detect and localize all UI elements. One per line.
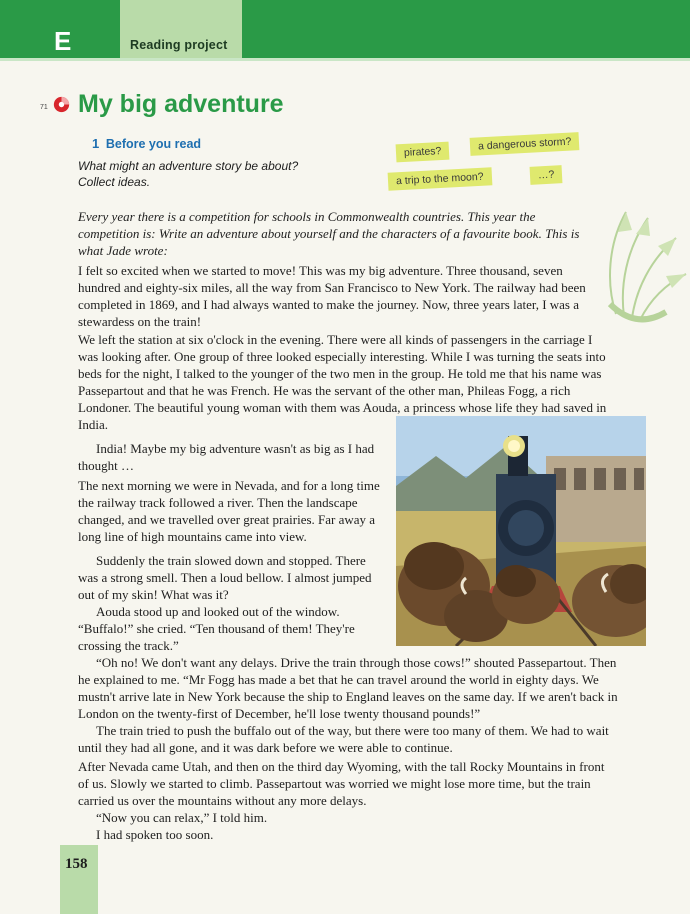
section-tab: [120, 0, 242, 58]
exercise-heading: [92, 136, 201, 151]
idea-chip: a dangerous storm?: [470, 132, 580, 156]
exercise-prompt: [78, 158, 368, 190]
unit-letter: E: [54, 26, 72, 56]
story-paragraph: India! Maybe my big adventure wasn't as big as I had thought …: [78, 441, 375, 473]
exercise-prompt-line2: Collect ideas.: [78, 175, 151, 189]
feather-headdress-decoration: [596, 204, 688, 330]
section-label: Reading project: [130, 38, 228, 52]
story-paragraph: After Nevada came Utah, and then on the third day Wyoming, with the tall Rocky Mountains in front of us. Slowly we started to climb. Passepartout was worried we might lose more time, but the train carried us over the mountains without any more delays.: [78, 759, 605, 808]
page-number: 158: [65, 856, 88, 872]
train-buffalo-illustration: [396, 416, 646, 646]
story-paragraph: “Now you can relax,” I told him.: [96, 810, 268, 825]
idea-chip: pirates?: [396, 142, 450, 163]
story-paragraph: The train tried to push the buffalo out of the way, but there were too many of them. We had to wait until they had all gone, and it was dark before we were able to continue.: [78, 723, 609, 755]
exercise-prompt-line1: What might an adventure story be about?: [78, 159, 299, 173]
story-paragraph: “Oh no! We don't want any delays. Drive the train through those cows!” shouted Passepartout. Then he explained to me. “Mr Fogg has made a bet that he can travel around the world in eighty days. We mustn't arrive late in New York because the ship to England leaves on the same day. If we aren't back in London on the twenty-first of December, he'll lose twenty thousand pounds!”: [78, 655, 618, 721]
story-paragraph: The next morning we were in Nevada, and for a long time the railway track followed a river. Then the landscape changed, and we travelled over great prairies. Far away a long line of high mountains came into view.: [78, 478, 380, 544]
story-paragraph: Aouda stood up and looked out of the window. “Buffalo!” she cried. “Ten thousand of them! They're crossing the track.”: [78, 604, 355, 653]
audio-track-number: 71: [40, 104, 48, 111]
story-paragraph: Suddenly the train slowed down and stopped. There was a strong smell. Then a loud bellow. I almost jumped out of my skin! What was it?: [78, 553, 372, 602]
exercise-label: Before you read: [105, 137, 202, 151]
exercise-number: 1: [92, 136, 100, 151]
header-stripe: [0, 58, 690, 61]
idea-chip: …?: [530, 165, 563, 185]
audio-cd-icon[interactable]: [53, 96, 70, 113]
intro-text: Every year there is a competition for schools in Commonwealth countries. This year the competition is: Write an adventure about yourself and the characters of a favourite book. This is what Jade wrote:: [78, 209, 580, 258]
page-title: My big adventure: [78, 90, 284, 118]
story-paragraph: We left the station at six o'clock in the evening. There were all kinds of passengers in the carriage I was looking after. One group of three looked especially interesting. While I was turning the seats into beds for the night, I talked to the younger of the two men in the group. He told me that his name was Passepartout and that he was French. He was the servant of the other man, Phileas Fogg, a rich Londoner. The beautiful young woman with them was Aouda, a princess whose life they had saved in India.: [78, 332, 607, 432]
header-bar: [0, 0, 690, 58]
story-paragraph: I felt so excited when we started to move! This was my big adventure. Three thousand, seven hundred and eighty-six miles, all the way from San Francisco to New York. The railway had been completed in 1869, and I had always wanted to make the journey. Now, three years later, I was a stewardess on the train!: [78, 263, 586, 329]
story-paragraph: I had spoken too soon.: [96, 827, 214, 842]
idea-chip: a trip to the moon?: [388, 167, 492, 190]
